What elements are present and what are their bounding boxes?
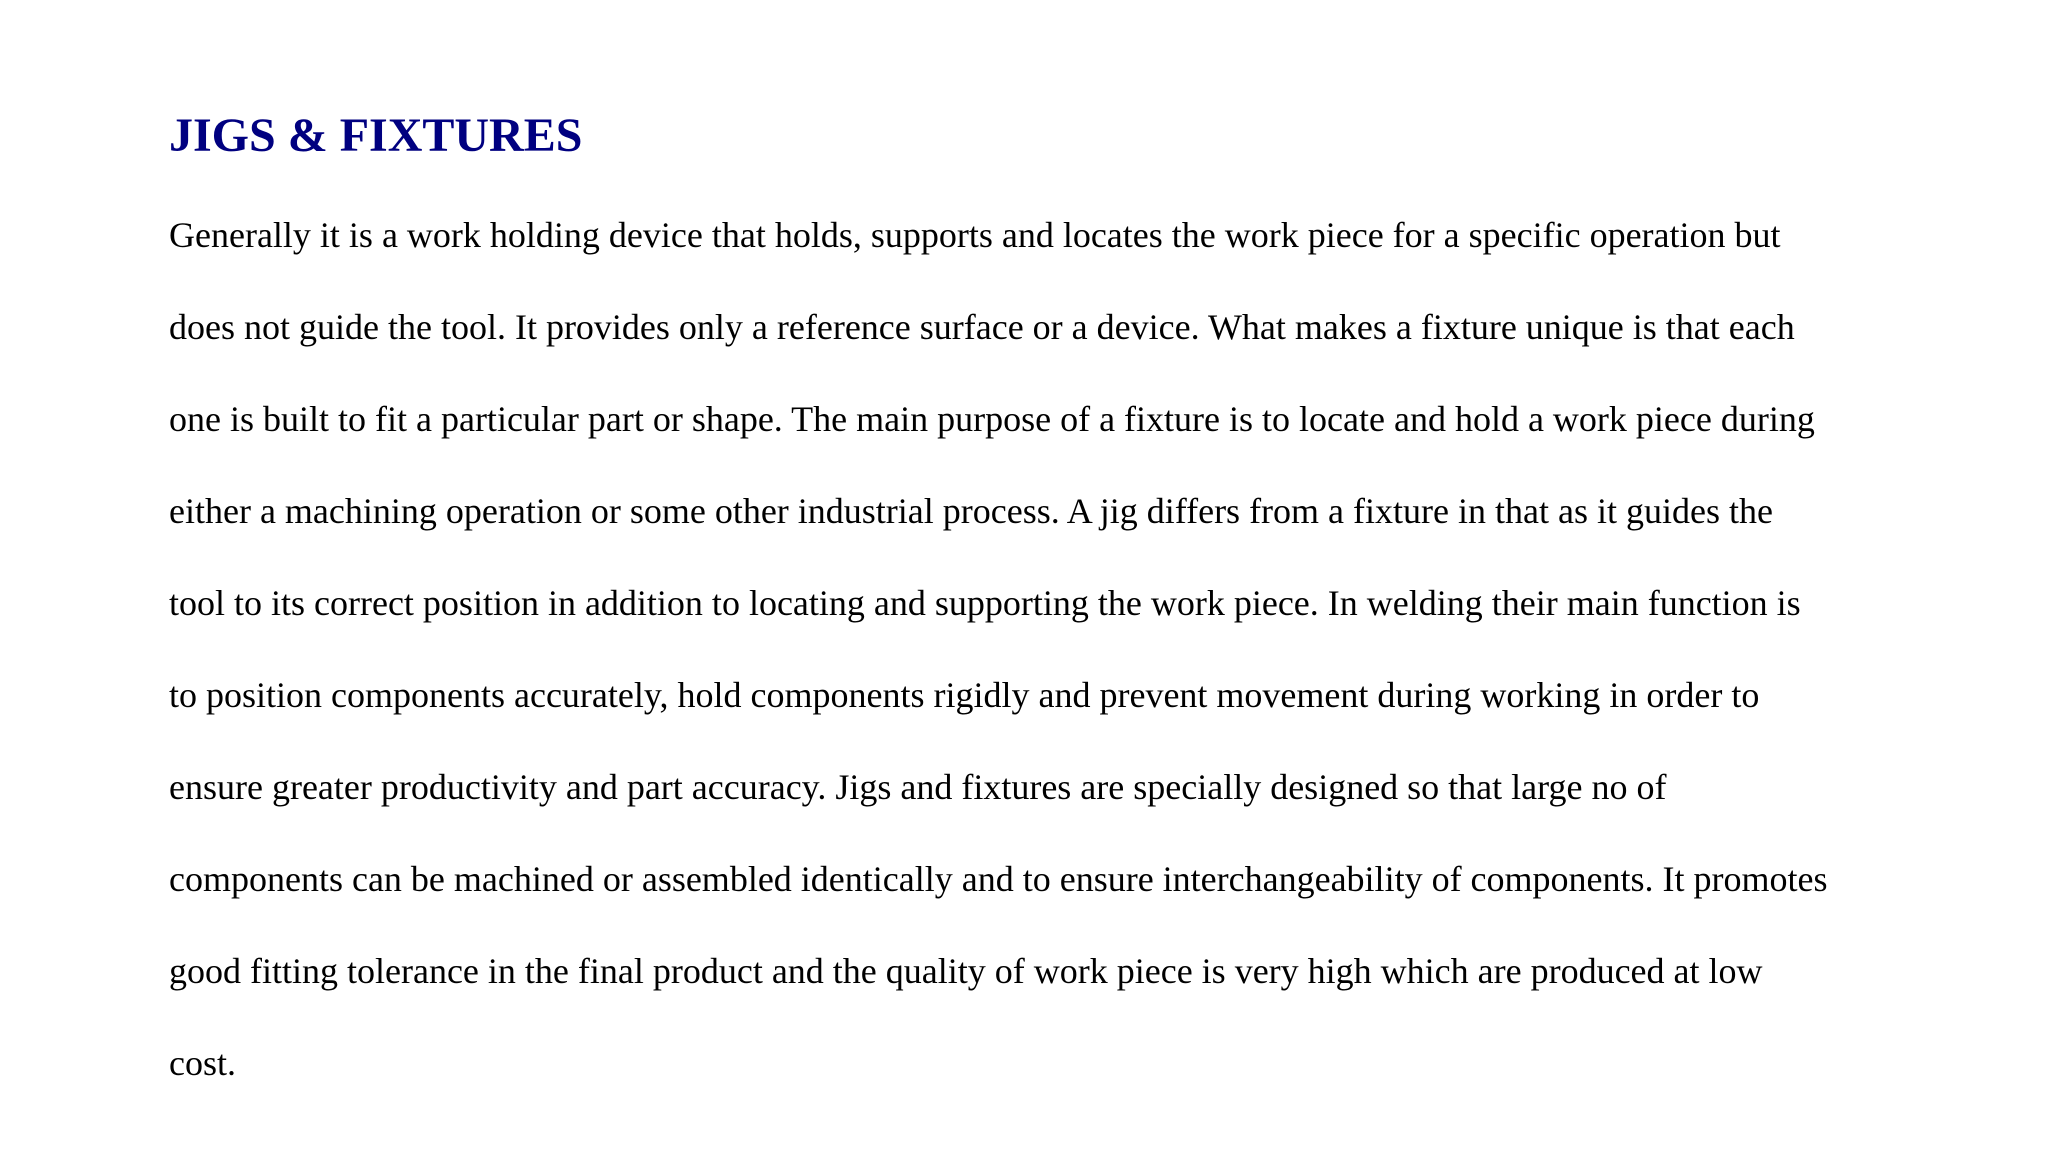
paragraph-line-9: good fitting tolerance in the final product and the quality of work piece is very high which are produced at low <box>169 951 1763 991</box>
paragraph-line-5: tool to its correct position in addition to locating and supporting the work piece. In welding their main function is <box>169 583 1801 623</box>
page-title: JIGS & FIXTURES <box>169 109 583 162</box>
paragraph-line-2: does not guide the tool. It provides only a reference surface or a device. What makes a fixture unique is that each <box>169 307 1795 347</box>
paragraph-line-3: one is built to fit a particular part or shape. The main purpose of a fixture is to locate and hold a work piece during <box>169 399 1815 439</box>
paragraph-line-1: Generally it is a work holding device that holds, supports and locates the work piece for a specific operation but <box>169 215 1781 255</box>
paragraph-line-8: components can be machined or assembled identically and to ensure interchangeability of components. It promotes <box>169 859 1828 899</box>
paragraph-line-4: either a machining operation or some other industrial process. A jig differs from a fixture in that as it guides the <box>169 491 1773 531</box>
paragraph-line-10: cost. <box>169 1043 236 1083</box>
body-paragraph <box>169 205 1969 1125</box>
paragraph-line-7: ensure greater productivity and part accuracy. Jigs and fixtures are specially designed so that large no of <box>169 767 1667 807</box>
paragraph-line-6: to position components accurately, hold components rigidly and prevent movement during working in order to <box>169 675 1760 715</box>
